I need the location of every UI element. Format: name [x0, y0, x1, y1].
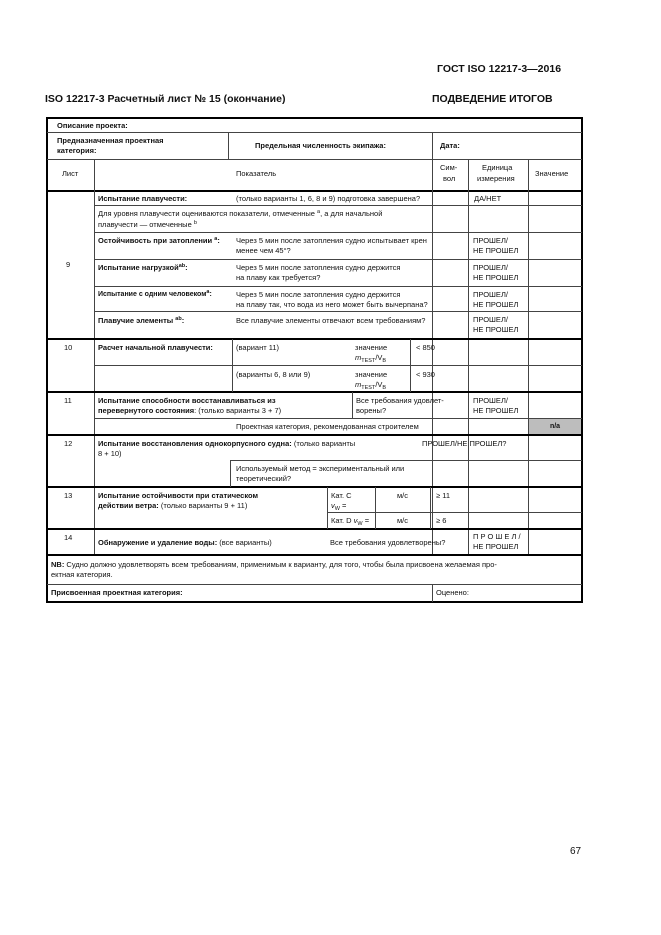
category-d-limit: ≥ 6 [436, 516, 447, 525]
initial-flotation-title: Расчет начальной плавучести: [98, 343, 213, 352]
recovery-inverted-requirement-2: ворены? [356, 406, 387, 415]
buoyant-elements-title: Плавучие элементы $^{ab}$: [98, 316, 185, 325]
flooded-stability-desc: Через 5 мин после затопления судно испытывает крен [236, 236, 427, 245]
column-header-value: Значение [535, 169, 569, 178]
column-header-unit: Единица [482, 163, 513, 172]
one-person-test-result: ПРОШЕЛ/ [473, 290, 508, 299]
recovery-inverted-title: Испытание способности восстанавливаться из [98, 396, 276, 405]
wind-stability-title: Испытание остойчивости при статическом [98, 491, 259, 500]
row-14-sheet: 14 [64, 533, 73, 542]
load-test-title: Испытание нагрузкой$^{ab}$: [98, 263, 188, 272]
category-c-unit: м/с [397, 491, 408, 500]
initial-flotation-limit-a: < 850 [416, 343, 435, 352]
buoyant-elements-result: ПРОШЕЛ/ [473, 315, 508, 324]
evaluated-label: Оценено: [436, 588, 469, 597]
one-person-test-desc-2: на плаву так, что вода из него может быть вычерпана? [236, 300, 428, 309]
monohull-recovery-title-2: 8 + 10) [98, 449, 122, 458]
column-header-unit-2: измерения [477, 174, 515, 183]
load-test-desc: Через 5 мин после затопления судно держится [236, 263, 401, 272]
flooded-stability-title: Остойчивость при затоплении $^a$: [98, 236, 220, 245]
load-test-result: ПРОШЕЛ/ [473, 263, 508, 272]
monohull-recovery-title: Испытание восстановления однокорпусного судна: (только варианты [98, 439, 356, 448]
load-test-result-2: НЕ ПРОШЕЛ [473, 273, 519, 282]
design-category-label-2: категория: [57, 146, 97, 155]
category-d-label: Кат. D $v_W$ = [331, 516, 370, 527]
initial-flotation-limit-b: < 930 [416, 370, 435, 379]
wind-stability-title-2: действии ветра: (только варианты 9 + 11) [98, 501, 248, 510]
category-c-limit: ≥ 11 [436, 491, 450, 500]
summary-title: ПОДВЕДЕНИЕ ИТОГОВ [432, 93, 553, 105]
category-d-unit: м/с [397, 516, 408, 525]
flotation-test-title: Испытание плавучести: [98, 194, 188, 203]
column-header-indicator: Показатель [236, 169, 277, 178]
row-10-sheet: 10 [64, 343, 73, 352]
load-test-desc-2: на плаву как требуется? [236, 273, 321, 282]
nb-note: NB: Судно должно удовлетворять всем требованиям, применимым к варианту, для того, чтобы была присвоена желаемая про- [51, 560, 497, 569]
category-c-label: Кат. С [331, 491, 352, 500]
builder-recommended-category: Проектная категория, рекомендованная строителем [236, 422, 419, 431]
page-number: 67 [570, 846, 582, 857]
flotation-test-question: (только варианты 1, 6, 8 и 9) подготовка завершена? [236, 194, 421, 203]
project-description-label: Описание проекта: [57, 121, 128, 130]
not-applicable-cell: n/a [529, 419, 581, 434]
design-category-label: Предназначенная проектная [57, 136, 164, 145]
row-9-sheet: 9 [66, 260, 71, 269]
standard-number: ГОСТ ISO 12217-3—2016 [437, 63, 562, 75]
category-c-wind-symbol: $v_W$ = [331, 501, 347, 512]
water-removal-result-2: НЕ ПРОШЕЛ [473, 542, 519, 551]
column-header-symbol-2: вол [443, 174, 456, 183]
flotation-test-result: ДА/НЕТ [474, 194, 502, 203]
initial-flotation-variant-a: (вариант 11) [236, 343, 280, 352]
monohull-recovery-result: ПРОШЕЛ/НЕ ПРОШЕЛ? [422, 439, 507, 448]
buoyant-elements-result-2: НЕ ПРОШЕЛ [473, 325, 519, 334]
initial-flotation-symbol-a: $m_{TEST}/V_B$ [355, 353, 387, 364]
date-label: Дата: [440, 141, 460, 150]
flooded-stability-result-2: НЕ ПРОШЕЛ [473, 246, 519, 255]
flooded-stability-result: ПРОШЕЛ/ [473, 236, 508, 245]
flotation-initial-note: плавучести — отмеченные $^b$ [98, 220, 197, 229]
initial-flotation-value-a: значение [355, 343, 388, 352]
initial-flotation-variant-b: (варианты 6, 8 или 9) [236, 370, 311, 379]
flooded-stability-desc-2: менее чем 45°? [236, 246, 291, 255]
nb-note-2: ектная категория. [51, 570, 113, 579]
flotation-level-note: Для уровня плавучести оцениваются показатели, отмеченные $^a$, а для начальной [98, 209, 383, 218]
one-person-test-title: Испытание с одним человеком$^a$: [98, 289, 212, 298]
one-person-test-desc: Через 5 мин после затопления судно держится [236, 290, 401, 299]
crew-limit-label: Предельная численность экипажа: [255, 141, 386, 150]
water-removal-title: Обнаружение и удаление воды: (все варианты) [98, 538, 272, 547]
recovery-inverted-requirement: Все требования удовлет- [356, 396, 444, 405]
sheet-title: ISO 12217-3 Расчетный лист № 15 (окончание) [45, 93, 286, 105]
recovery-inverted-result-2: НЕ ПРОШЕЛ [473, 406, 519, 415]
column-header-sheet: Лист [62, 169, 79, 178]
recovery-inverted-title-2: перевернутого состояния: (только варианты 3 + 7) [98, 406, 282, 415]
method-used: Используемый метод = экспериментальный или [236, 464, 405, 473]
water-removal-requirement: Все требования удовлетворены? [330, 538, 446, 547]
recovery-inverted-result: ПРОШЕЛ/ [473, 396, 508, 405]
method-used-2: теоретический? [236, 474, 292, 483]
row-11-sheet: 11 [64, 396, 72, 405]
water-removal-result: П Р О Ш Е Л / [473, 532, 521, 541]
buoyant-elements-desc: Все плавучие элементы отвечают всем требованиям? [236, 316, 426, 325]
assigned-category-label: Присвоенная проектная категория: [51, 588, 183, 597]
row-13-sheet: 13 [64, 491, 73, 500]
column-header-symbol: Сим- [440, 163, 458, 172]
initial-flotation-symbol-b: $m_{TEST}/V_B$ [355, 380, 387, 391]
one-person-test-result-2: НЕ ПРОШЕЛ [473, 300, 519, 309]
row-12-sheet: 12 [64, 439, 73, 448]
initial-flotation-value-b: значение [355, 370, 388, 379]
